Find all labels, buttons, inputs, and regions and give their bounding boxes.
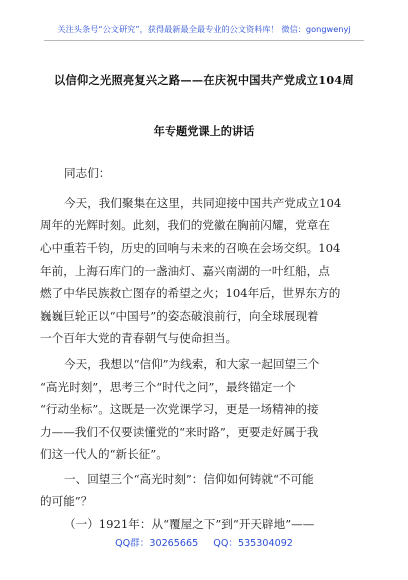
body-line: 一个百年大党的青春朝气与使命担当。 (40, 331, 238, 345)
header-divider (44, 40, 364, 41)
body-line: 力——我们不仅要读懂党的“来时路”，更要走好属于我 (40, 425, 319, 439)
body-line: 心中重若千钧，历史的回响与未来的召唤在会场交织。104 (40, 241, 341, 255)
body-line: “行动坐标”。这既是一次党课学习，更是一场精神的接 (40, 402, 319, 416)
body-line: 年前，上海石库门的一盏油灯、嘉兴南湖的一叶红船，点 (40, 264, 330, 278)
body-line: 同志们： (64, 166, 111, 180)
body-line: 一、回望三个“高光时刻”：信仰如何铸就“不可能 (64, 472, 314, 486)
footer-qq-group: QQ群：30265665 (115, 538, 199, 549)
body-line: 们这一代人的“新长征”。 (40, 447, 168, 461)
body-line: 周年的光辉时刻。此刻，我们的党徽在胸前闪耀，党章在 (40, 218, 330, 232)
document-title-line-1: 以信仰之光照亮复兴之路——在庆祝中国共产党成立104周 (54, 73, 354, 87)
body-line: 的可能”？ (40, 494, 93, 508)
body-line: 巍巍巨轮正以“中国号”的姿态破浪前行，向全球展现着 (40, 309, 319, 323)
page-header-note: 关注头条号“公文研究”，获得最新最全最专业的公文资料库！ 微信：gongwenyj (57, 24, 351, 34)
body-line: 今天，我想以“信仰”为线索，和大家一起回望三个 (64, 357, 320, 371)
page-footer (0, 535, 408, 549)
body-line: “高光时刻”，思考三个“时代之问”，最终锚定一个 (40, 380, 296, 394)
document-title-line-2: 年专题党课上的讲话 (153, 124, 255, 138)
body-line: 燃了中华民族救亡图存的希望之火；104年后，世界东方的 (40, 286, 341, 300)
body-line: （一）1921年：从“覆屋之下”到“开天辟地”—— (64, 517, 315, 531)
footer-qq-number: QQ：535304092 (213, 538, 293, 549)
body-line: 今天，我们聚集在这里，共同迎接中国共产党成立104 (64, 196, 342, 210)
